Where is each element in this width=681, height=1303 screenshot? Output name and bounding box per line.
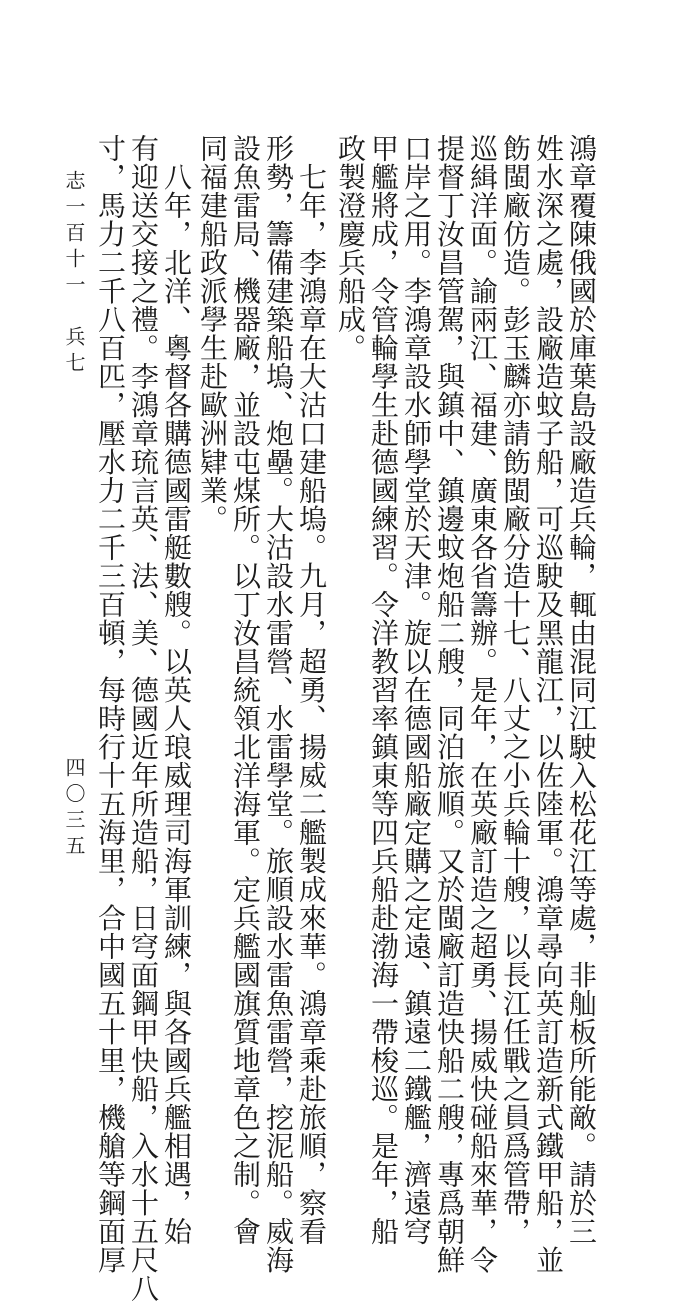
text-column-4: 巡緝洋面。諭兩江、福建、廣東各省籌辦。是年，在英廠訂造之超勇、揚威快碰船來華，令 [466,134,499,1274]
text-column-1: 鴻章覆陳俄國於庫葉島設廠造兵輪，輒由混同江駛入松花江等處，非舢板所能敵。請於三 [565,134,598,1246]
text-column-7: 甲艦將成，令管輪學生赴德國練習。令洋教習率鎮東等四兵船赴渤海一帶梭巡。是年，船 [367,134,400,1246]
text-column-6: 口岸之用。李鴻章設水師學堂於天津。旋以在德國船廠定購之定遠、鎮遠二鐵艦，濟遠穹 [400,134,433,1246]
text-column-15: 寸，馬力二千八百匹，壓水力二千三百頓，每時行十五海里，合中國五十里，機艙等鋼面厚 [94,134,127,1274]
page-number: 四〇三五 [62,757,86,861]
text-column-5: 提督丁汝昌管駕，與鎮中、鎮邊蚊炮船二艘，同泊旅順。又於閩廠訂造快船二艘，專爲朝鮮 [433,134,466,1274]
text-column-9: 七年，李鴻章在大沽口建船塢。九月，超勇、揚威二艦製成來華。鴻章乘赴旅順，察看 [295,134,328,1246]
text-column-11: 設魚雷局、機器廠，並設屯煤所。以丁汝昌統領北洋海軍。定兵艦國旗質地章色之制。會 [229,134,262,1246]
text-column-14: 有迎送交接之禮。李鴻章琉言英、法、美、德國近年所造船，日穹面鋼甲快船，入水十五尺八 [127,134,160,1303]
text-column-12: 同福建船政派學生赴歐洲肄業。 [196,134,229,533]
text-column-2: 姓水深之處，設廠造蚊子船，可巡駛及黑龍江，以佐陸軍。鴻章尋向英訂造新式鐵甲船，並 [532,134,565,1274]
running-head: 志一百十一 兵七 [62,170,86,378]
text-column-8: 政製澄慶兵船成。 [334,134,367,362]
text-column-13: 八年，北洋、粵督各購德國雷艇數艘。以英人琅威理司海軍訓練，與各國兵艦相遇，始 [160,134,193,1246]
text-column-10: 形勢，籌備建築船塢、炮壘。大沽設水雷營、水雷學堂。旅順設水雷魚雷營，挖泥船。威海 [262,134,295,1274]
text-column-3: 飭閩廠仿造。彭玉麟亦請飭閩廠分造十七、八丈之小兵輪十艘，以長江任戰之員爲管帶， [499,134,532,1246]
